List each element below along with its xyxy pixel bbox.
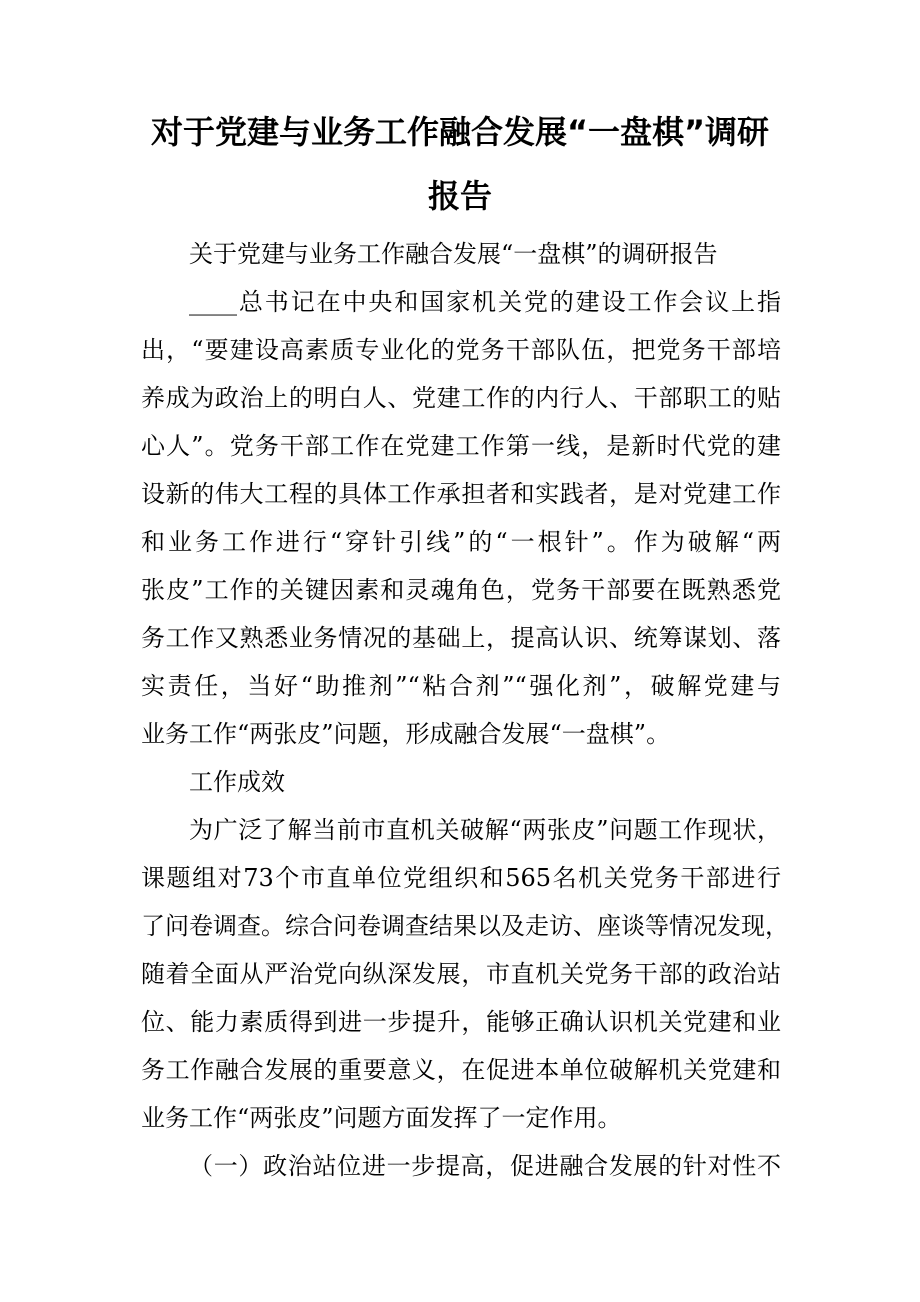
subtitle-line: 关于党建与业务工作融合发展“一盘棋”的调研报告: [189, 240, 718, 268]
body-line: 实责任，当好“助推剂”“粘合剂”“强化剂”，破解党建与: [141, 672, 781, 700]
body-line: 课题组对73个市直单位党组织和565名机关党务干部进行: [141, 864, 781, 892]
body-line: ____总书记在中央和国家机关党的建设工作会议上指: [189, 288, 781, 316]
body-line: 位、能力素质得到进一步提升，能够正确认识机关党建和业: [141, 1008, 781, 1036]
subsection-heading: （一）政治站位进一步提高，促进融合发展的针对性不: [189, 1152, 781, 1180]
body-line: 心人”。党务干部工作在党建工作第一线，是新时代党的建: [141, 432, 781, 460]
document-title-line-1: 对于党建与业务工作融合发展“一盘棋”调研: [150, 113, 770, 151]
body-line: 设新的伟大工程的具体工作承担者和实践者，是对党建工作: [141, 480, 781, 508]
section-heading: 工作成效: [189, 768, 285, 796]
body-line: 出，“要建设高素质专业化的党务干部队伍，把党务干部培: [141, 336, 781, 364]
body-line: 了问卷调查。综合问卷调查结果以及走访、座谈等情况发现，: [141, 912, 789, 940]
body-line: 为广泛了解当前市直机关破解“两张皮”问题工作现状，: [189, 816, 781, 844]
body-line: 养成为政治上的明白人、党建工作的内行人、干部职工的贴: [141, 384, 781, 412]
document-title-line-2: 报告: [427, 177, 492, 215]
body-line: 随着全面从严治党向纵深发展，市直机关党务干部的政治站: [141, 960, 781, 988]
body-line: 业务工作“两张皮”问题，形成融合发展“一盘棋”。: [141, 720, 671, 748]
body-line: 张皮”工作的关键因素和灵魂角色，党务干部要在既熟悉党: [141, 576, 781, 604]
body-line: 务工作又熟悉业务情况的基础上，提高认识、统筹谋划、落: [141, 624, 781, 652]
body-line: 和业务工作进行“穿针引线”的“一根针”。作为破解“两: [141, 528, 781, 556]
body-line: 务工作融合发展的重要意义，在促进本单位破解机关党建和: [141, 1056, 781, 1084]
body-line: 业务工作“两张皮”问题方面发挥了一定作用。: [141, 1104, 622, 1132]
